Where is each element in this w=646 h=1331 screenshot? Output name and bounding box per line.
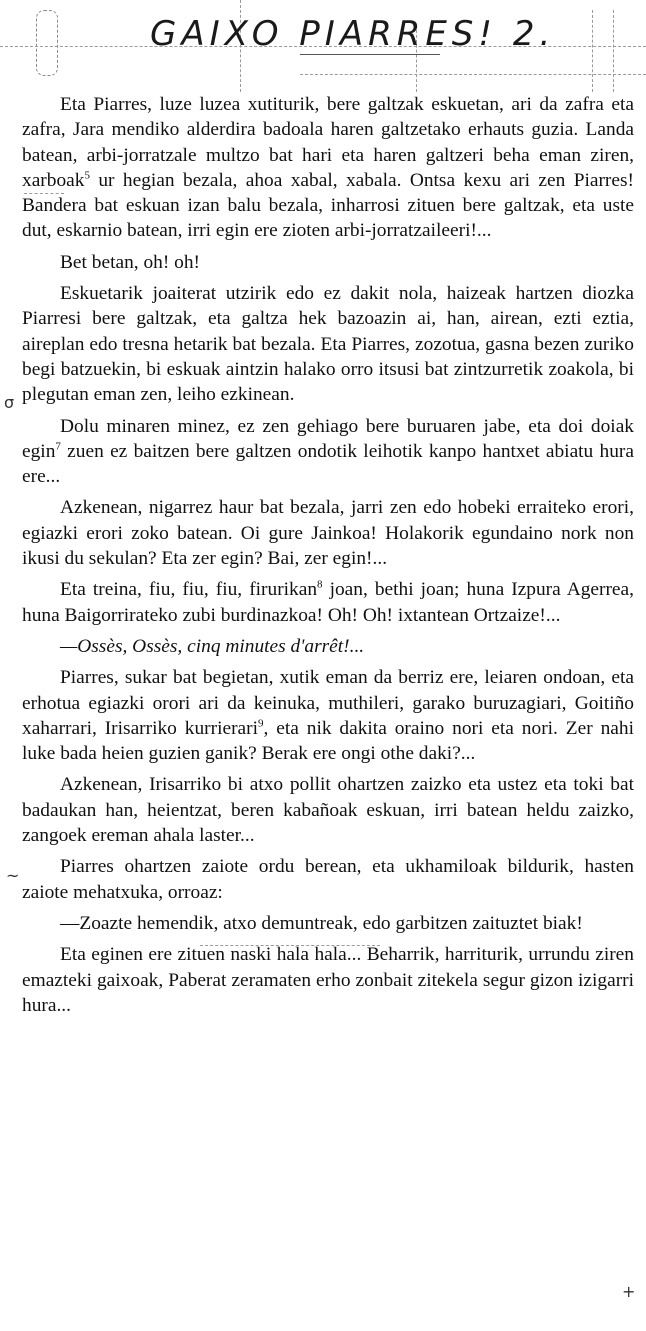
paragraph: Eta treina, fiu, fiu, fiu, firurikan$^8$ joan, bethi joan; huna Izpura Agerrea, huna Baigorrirateko zubi burdinazkoa! Oh! Oh! ixtantean Ortzaize!... bbox=[22, 578, 634, 626]
scan-artifact-box bbox=[36, 10, 58, 76]
paragraph: Azkenean, Irisarriko bi atxo pollit ohartzen zaizko eta ustez eta toki bat badaukan han, heientzat, beren kabañoak eskuan, irri batean heldu zaizko, zangoek ereman ahala laster... bbox=[22, 774, 634, 847]
paragraph: Azkenean, nigarrez haur bat bezala, jarri zen edo hobeki erraiteko erori, egiazki erori zoko batean. Oi gure Jainkoa! Holakorik egundaino nork non ikusi du sekulan? Eta zer egin? Bai, zer egin!... bbox=[22, 497, 634, 570]
paragraph: Piarres, sukar bat begietan, xutik eman da berriz ere, leiaren ondoan, eta erhotua egiazki orori ari da keinuka, muthileri, garako buruzagiari, Goitiño xaharrari, Irisarriko kurrierari$^9$, eta nik dakita oraino nori eta nori. Zer nahi luke bada heien guzien ganik? Berak ere ongi othe daki?... bbox=[22, 667, 634, 765]
scan-artifact-line bbox=[592, 10, 593, 92]
margin-pencil-mark: σ bbox=[4, 393, 15, 412]
paragraph: Eta eginen ere zituen naski hala hala... Beharrik, harriturik, urrundu ziren emazteki gaixoak, Paberat zeramaten erho zonbait zitekela segur gizon izigarri hura... bbox=[22, 944, 634, 1016]
scan-artifact-line bbox=[613, 10, 614, 92]
dialog-line: —Zoazte hemendik, atxo demuntreak, edo garbitzen zaituztet biak! bbox=[60, 912, 583, 934]
paragraph: Dolu minaren minez, ez zen gehiago bere buruaren jabe, eta doi doiak egin$^7$ zuen ez baitzen bere galtzen ondotik leihotik kanpo hantxet abiatu hura ere... bbox=[22, 415, 634, 488]
scan-artifact-line bbox=[300, 74, 646, 75]
paragraph: Eskuetarik joaiterat utzirik edo ez dakit nola, haizeak hartzen diozka Piarresi bere galtzak, eta galtza hek bazoazin ai, han, airean, ezti eztia, aireplan edo tresna hetarik bat bezala. Eta Piarres, zozotua, gasna bezen zuriko begi batzuekin, bi eskuak aintzin halako orro itsusi bat zintzurretik zoakola, bi plegutan eman zen, leiho ezkinean. bbox=[22, 283, 634, 406]
page-corner-mark: + bbox=[622, 1282, 636, 1301]
title-underline bbox=[300, 54, 440, 55]
paragraph: Piarres ohartzen zaiote ordu berean, eta ukhamiloak bildurik, hasten zaiote mehatxuka, orroaz: bbox=[22, 856, 634, 903]
article-body bbox=[22, 92, 634, 1024]
dialog-line: —Ossès, Ossès, cinq minutes d'arrêt!... bbox=[60, 635, 365, 657]
paragraph: Eta Piarres, luze luzea xutiturik, bere galtzak eskuetan, ari da zafra eta zafra, Jara mendiko alderdira badoala haren galtzetako erhauts guzia. Landa batean, arbi-jorratzale multzo bat hari eta haren galtzeri beha eman ziren, xarboak$^5$ ur hegian bezala, ahoa xabal, xabala. Ontsa kexu ari zen Piarres! Bandera bat eskuan izan balu bezala, inharrosi zituen bere galtzak, eta uste dut, eskarnio batean, irri egin ere zioten arbi-jorratzaileeri!... bbox=[22, 94, 634, 242]
paragraph: Bet betan, oh! oh! bbox=[60, 251, 201, 273]
margin-pencil-mark: ~ bbox=[6, 866, 20, 885]
page-title: GAIXO PIARRES! 2. bbox=[150, 14, 556, 54]
